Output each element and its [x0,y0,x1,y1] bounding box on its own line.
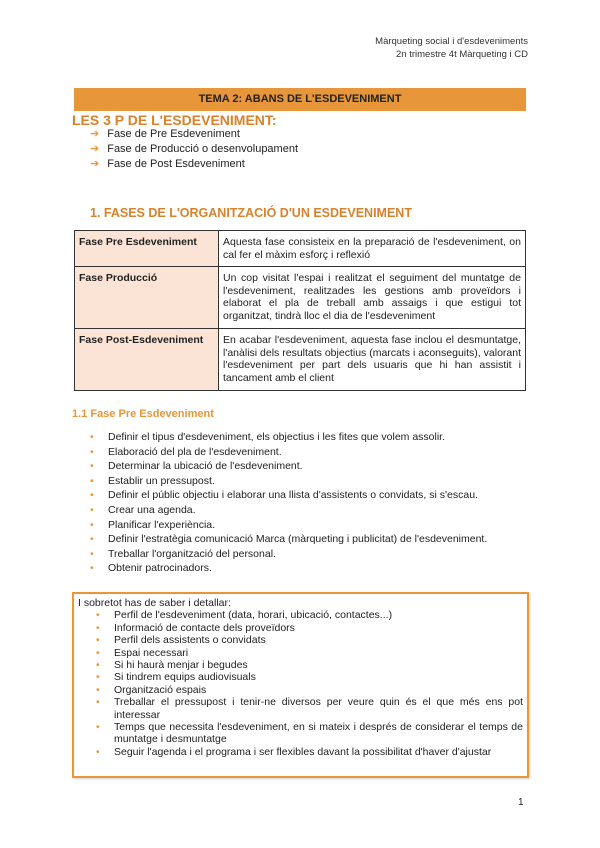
pre-event-list [90,430,520,576]
list-item: • Elaboració del pla de l'esdeveniment. [90,445,520,460]
list-item: ➔ Fase de Producció o desenvolupament [90,143,299,155]
list-item: • Seguir l'agenda i el programa i ser flexibles davant la possibilitat d'haver d'ajustar [96,746,523,758]
list-item: • Perfil dels assistents o convidats [96,634,523,646]
list-item: • Temps que necessita l'esdeveniment, en si mateix i després de considerar el temps de muntatge i desmuntatge [96,721,523,746]
desc-cell: Un cop visitat l'espai i realitzat el seguiment del muntatge de l'esdeveniment, realitzades les gestions amb proveïdors i elaborat el pla de treball amb assaigs i que estigui tot organitzat, tindrà lloc el dia de l'esdeveniment [219,267,526,329]
list-item: • Si hi haurà menjar i begudes [96,659,523,671]
phase-cell: Fase Pre Esdeveniment [75,231,219,267]
list-item: • Definir el públic objectiu i elaborar una llista d'assistents o convidats, si s'escau. [90,488,520,503]
list-item: • Definir el tipus d'esdeveniment, els objectius i les fites que volem assolir. [90,430,520,445]
arrow-icon: ➔ [90,128,100,140]
details-list [78,609,523,758]
list-item: • Crear una agenda. [90,503,520,518]
header-term: 2n trimestre 4t Màrqueting i CD [396,49,528,60]
topic-banner: TEMA 2: ABANS DE L'ESDEVENIMENT [74,88,526,111]
list-item: • Si tindrem equips audiovisuals [96,671,523,683]
list-item: ➔ Fase de Pre Esdeveniment [90,128,240,140]
phase-list [90,127,298,172]
list-item: • Determinar la ubicació de l'esdeveniment. [90,459,520,474]
desc-cell: En acabar l'esdeveniment, aquesta fase inclou el desmuntatge, l'anàlisi dels resultats objectius (marcats i aconseguits), valorant l'esdeveniment per part dels usuaris que hi han assistit i tancament amb el client [219,329,526,391]
desc-cell: Aquesta fase consisteix en la preparació de l'esdeveniment, on cal fer el màxim esforç i reflexió [219,231,526,267]
section1-title: 1. FASES DE L'ORGANITZACIÓ D'UN ESDEVENIMENT [90,206,412,220]
phases-table [74,230,526,391]
list-item: • Organització espais [96,684,523,696]
list-item: • Espai necessari [96,647,523,659]
box-intro: I sobretot has de saber i detallar: [78,597,231,609]
table-row [75,329,526,391]
list-item: • Perfil de l'esdeveniment (data, horari, ubicació, contactes...) [96,609,523,621]
arrow-icon: ➔ [90,143,100,155]
page-header [375,35,528,61]
header-course: Màrqueting social i d'esdeveniments [375,36,528,47]
table-row [75,267,526,329]
list-item: • Planificar l'experiència. [90,518,520,533]
page-number: 1 [518,797,524,808]
list-item: • Definir l'estratègia comunicació Marca (màrqueting i publicitat) de l'esdeveniment. [90,532,520,547]
table-row [75,231,526,267]
phase-cell: Fase Post-Esdeveniment [75,329,219,391]
list-item: ➔ Fase de Post Esdeveniment [90,158,245,170]
details-box [72,592,529,778]
list-item: • Establir un pressupost. [90,474,520,489]
list-item: • Obtenir patrocinadors. [90,561,520,576]
section-3p-title: LES 3 P DE L'ESDEVENIMENT: [72,112,277,128]
list-item: • Treballar l'organització del personal. [90,547,520,562]
phase-cell: Fase Producció [75,267,219,329]
section11-title: 1.1 Fase Pre Esdeveniment [72,408,214,420]
arrow-icon: ➔ [90,158,100,170]
list-item: • Informació de contacte dels proveïdors [96,622,523,634]
list-item: • Treballar el pressupost i tenir-ne diversos per veure quin és el que més ens pot interessar [96,696,523,721]
